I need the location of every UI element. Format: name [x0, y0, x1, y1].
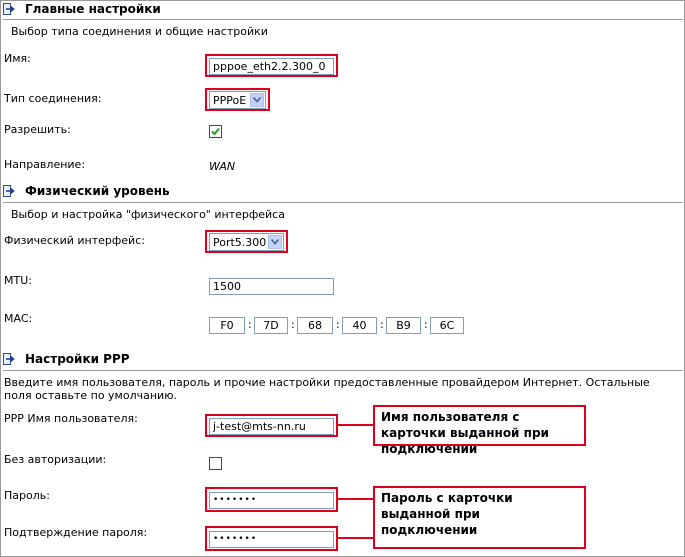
physical-interface-value: Port5.300	[213, 236, 267, 249]
mac-separator: :	[291, 318, 295, 331]
arrow-right-icon	[3, 353, 15, 365]
username-callout: Имя пользователя с карточки выданной при подключении	[373, 405, 586, 446]
ppp-settings-description: Введите имя пользователя, пароль и прочие настройки предоставленные провайдером Интернет. Остальные поля оставьте по умолчанию.	[4, 376, 650, 402]
confirm-password-label: Подтверждение пароля:	[4, 526, 148, 539]
mac-separator: :	[380, 318, 384, 331]
physical-interface-label: Физический интерфейс:	[4, 234, 145, 247]
confirm-password-input[interactable]: •••••••	[209, 531, 334, 548]
callout-connector	[338, 537, 373, 539]
no-auth-label: Без авторизации:	[4, 453, 107, 466]
checkmark-icon	[210, 126, 221, 137]
mac-separator: :	[248, 318, 252, 331]
ppp-settings-header	[0, 351, 683, 369]
name-input[interactable]: pppoe_eth2.2.300_0	[209, 58, 334, 75]
callout-connector	[338, 498, 373, 500]
arrow-right-icon	[3, 3, 15, 15]
connection-type-select[interactable]	[209, 91, 266, 109]
direction-value: WAN	[209, 160, 236, 173]
physical-interface-select[interactable]	[209, 233, 284, 251]
physical-level-title: Физический уровень	[25, 184, 170, 198]
mac-octet-3[interactable]: 68	[297, 317, 333, 334]
main-settings-description: Выбор типа соединения и общие настройки	[11, 25, 268, 38]
mtu-label: MTU:	[4, 274, 32, 287]
connection-type-value: PPPoE	[213, 94, 247, 107]
password-label: Пароль:	[4, 489, 50, 502]
mac-octet-4[interactable]: 40	[342, 317, 377, 334]
direction-label: Направление:	[4, 158, 86, 171]
physical-level-header	[0, 183, 683, 201]
mtu-input[interactable]: 1500	[209, 278, 334, 295]
enable-label: Разрешить:	[4, 123, 71, 136]
ppp-username-input[interactable]: j-test@mts-nn.ru	[209, 418, 334, 435]
enable-checkbox[interactable]	[209, 125, 222, 138]
divider	[3, 19, 683, 20]
name-label: Имя:	[4, 52, 31, 65]
divider	[3, 202, 683, 203]
mac-label: MAC:	[4, 312, 33, 325]
password-callout: Пароль с карточки выданной при подключении	[373, 486, 586, 549]
arrow-right-icon	[3, 185, 15, 197]
password-input[interactable]: •••••••	[209, 492, 334, 509]
mac-octet-5[interactable]: B9	[386, 317, 421, 334]
mac-separator: :	[336, 318, 340, 331]
callout-connector	[338, 424, 373, 426]
main-settings-header	[0, 1, 683, 19]
connection-type-label: Тип соединения:	[4, 92, 102, 105]
mac-separator: :	[424, 318, 428, 331]
physical-level-description: Выбор и настройка "физического" интерфейса	[11, 208, 285, 221]
divider	[3, 370, 683, 371]
main-settings-title: Главные настройки	[25, 2, 161, 16]
ppp-settings-title: Настройки PPP	[25, 352, 130, 366]
chevron-down-icon[interactable]	[268, 235, 282, 249]
mac-octet-1[interactable]: F0	[209, 317, 245, 334]
mac-octet-2[interactable]: 7D	[254, 317, 288, 334]
chevron-down-icon[interactable]	[250, 93, 264, 107]
mac-octet-6[interactable]: 6C	[430, 317, 464, 334]
ppp-username-label: PPP Имя пользователя:	[4, 412, 138, 425]
no-auth-checkbox[interactable]	[209, 457, 222, 470]
